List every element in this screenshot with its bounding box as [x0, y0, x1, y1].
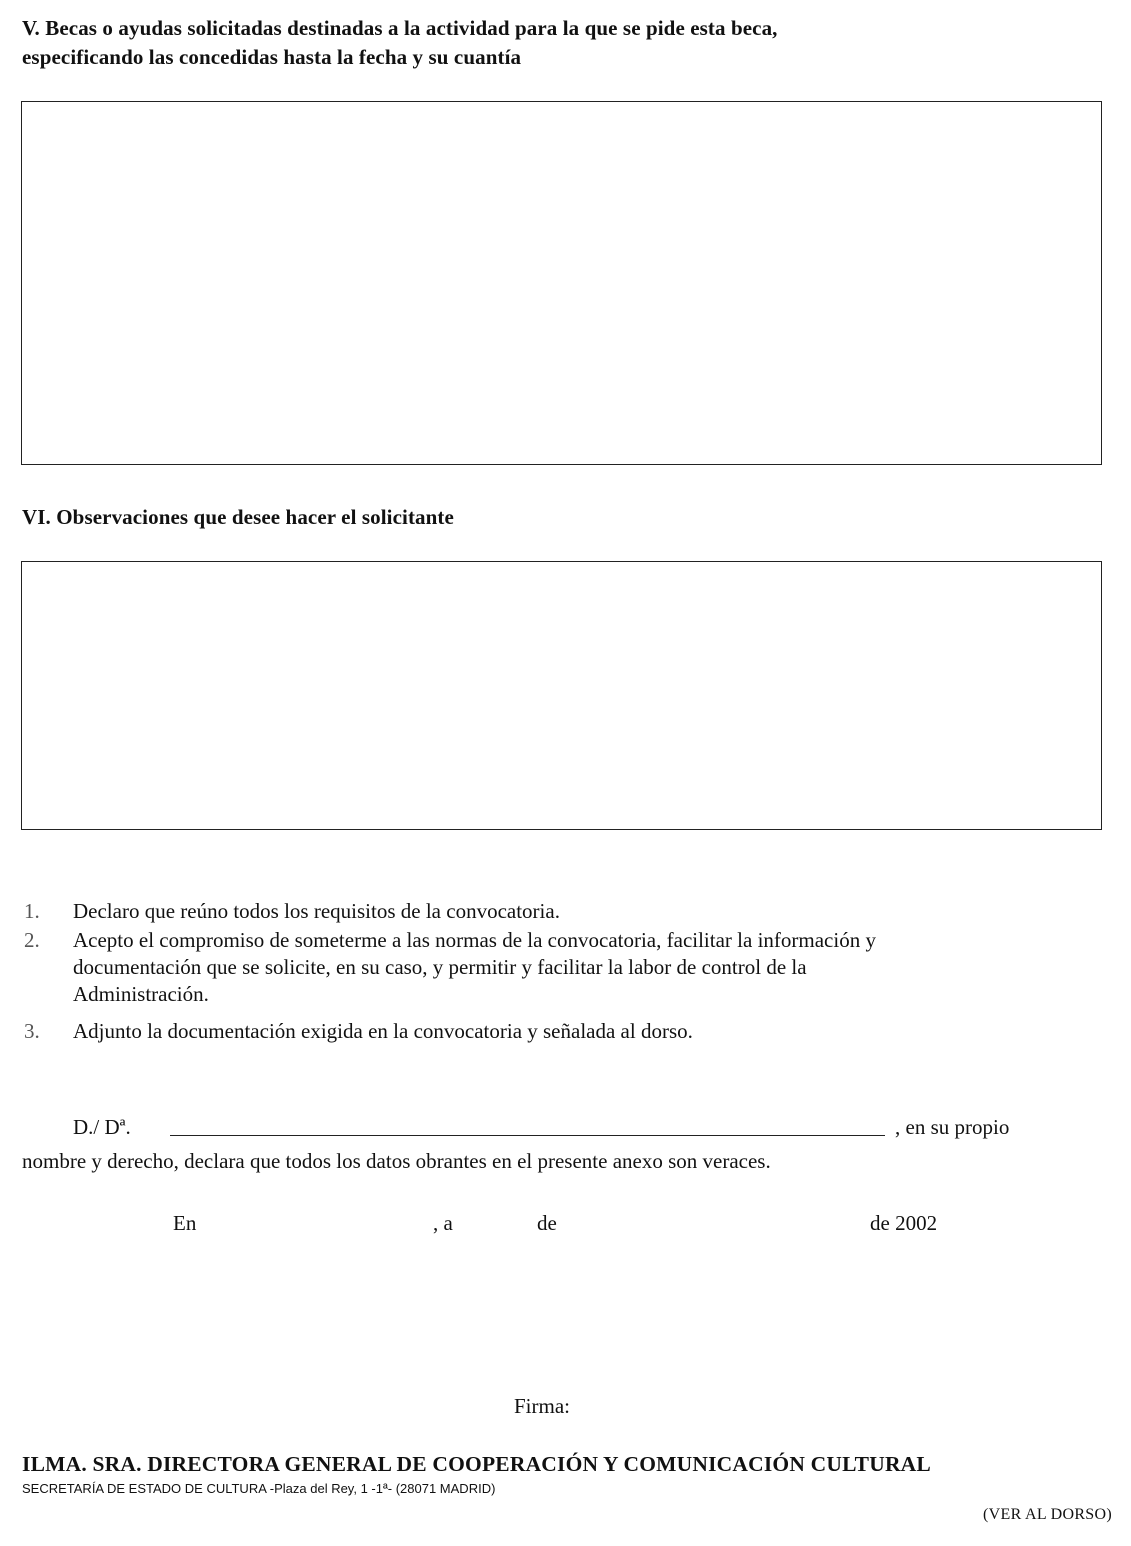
section-v-title-line1: V. Becas o ayudas solicitadas destinadas a la actividad para la que se pide esta beca, — [22, 16, 778, 40]
declaration-text: Declaro que reúno todos los requisitos de la convocatoria. — [73, 899, 560, 923]
section-v-title — [22, 14, 1122, 72]
attestation-line2: nombre y derecho, declara que todos los datos obrantes en el presente anexo son veraces. — [22, 1149, 771, 1173]
date-month-label: de — [537, 1211, 557, 1235]
see-back-note: (VER AL DORSO) — [983, 1506, 1112, 1523]
declaration-number: 3. — [24, 1019, 40, 1043]
declaration-item-1 — [24, 898, 1124, 924]
declaration-item-3 — [24, 1018, 1124, 1044]
section-v-answer-box[interactable] — [21, 101, 1102, 465]
declaration-text-line1: Acepto el compromiso de someterme a las normas de la convocatoria, facilitar la información y — [73, 928, 876, 952]
declaration-item-2 — [24, 927, 1124, 1007]
section-vi-title: VI. Observaciones que desee hacer el solicitante — [22, 505, 454, 529]
declaration-list — [24, 898, 1124, 1058]
recipient-address: SECRETARÍA DE ESTADO DE CULTURA -Plaza del Rey, 1 -1ª- (28071 MADRID) — [22, 1481, 496, 1496]
attestation-suffix: , en su propio — [895, 1115, 1010, 1139]
declaration-text-line2: documentación que se solicite, en su caso, y permitir y facilitar la labor de control de la — [73, 955, 807, 979]
attestation-prefix: D./ Dª. — [73, 1115, 131, 1139]
applicant-name-field[interactable] — [170, 1135, 885, 1136]
declaration-text: Adjunto la documentación exigida en la convocatoria y señalada al dorso. — [73, 1019, 693, 1043]
declaration-number: 2. — [24, 928, 40, 952]
section-vi-answer-box[interactable] — [21, 561, 1102, 830]
recipient-title: ILMA. SRA. DIRECTORA GENERAL DE COOPERACIÓN Y COMUNICACIÓN CULTURAL — [22, 1452, 931, 1476]
section-v-title-line2: especificando las concedidas hasta la fecha y su cuantía — [22, 45, 522, 69]
date-day-label: , a — [433, 1211, 453, 1235]
declaration-text-line3: Administración. — [73, 982, 209, 1006]
declaration-number: 1. — [24, 899, 40, 923]
signature-label: Firma: — [514, 1394, 570, 1418]
date-year-label: de 2002 — [870, 1211, 938, 1235]
date-place-label: En — [173, 1211, 197, 1235]
